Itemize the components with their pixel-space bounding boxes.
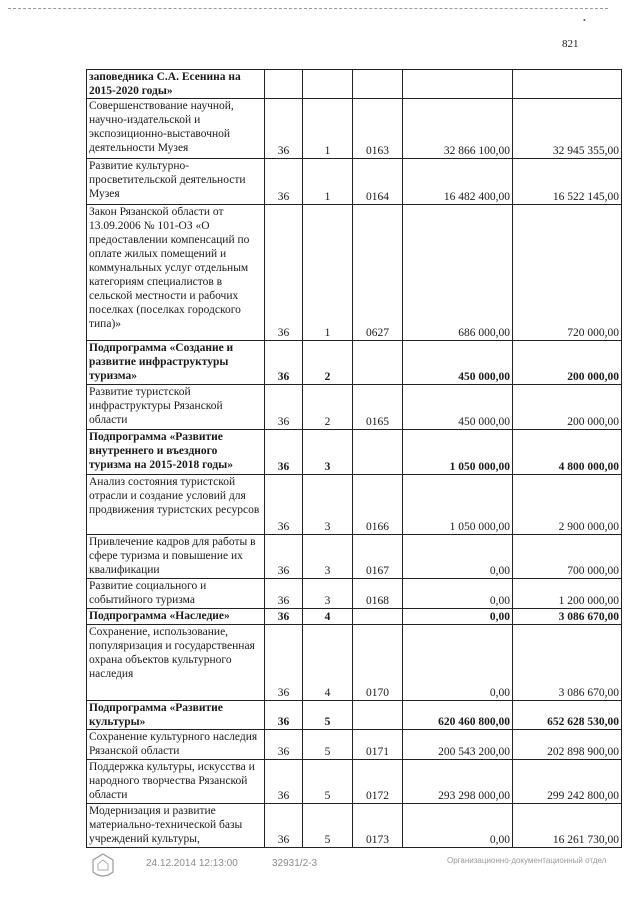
subprogram-cell: 2 bbox=[303, 341, 353, 385]
footer-timestamp: 24.12.2014 12:13:00 bbox=[146, 858, 238, 869]
subprogram-cell: 2 bbox=[303, 385, 353, 430]
code-cell: 0168 bbox=[353, 579, 403, 609]
footer-note: Организационно-документационный отдел bbox=[447, 856, 607, 865]
group-cell: 36 bbox=[265, 625, 303, 701]
amount-2015-cell: 0,00 bbox=[403, 535, 513, 579]
row-title-cell: Модернизация и развитие материально-технической базы учреждений культуры, bbox=[87, 804, 265, 848]
table-row bbox=[87, 579, 622, 609]
top-dashed-line bbox=[8, 8, 608, 9]
code-cell bbox=[353, 70, 403, 99]
amount-2015-cell: 1 050 000,00 bbox=[403, 475, 513, 535]
group-cell: 36 bbox=[265, 430, 303, 475]
budget-table-body bbox=[87, 70, 622, 848]
table-row bbox=[87, 625, 622, 701]
subprogram-cell: 5 bbox=[303, 804, 353, 848]
row-title-cell: Анализ состояния туристской отрасли и создание условий для продвижения туристских ресурсов bbox=[87, 475, 265, 535]
row-title-cell: Сохранение культурного наследия Рязанской области bbox=[87, 730, 265, 760]
table-row bbox=[87, 730, 622, 760]
amount-2015-cell: 16 482 400,00 bbox=[403, 159, 513, 205]
row-title-cell: Подпрограмма «Развитие внутреннего и въездного туризма на 2015-2018 годы» bbox=[87, 430, 265, 475]
row-title-cell: Совершенствование научной, научно-издательской и экспозиционно-выставочной деятельности Музея bbox=[87, 99, 265, 159]
amount-2016-cell: 652 628 530,00 bbox=[513, 701, 622, 730]
top-mark: • bbox=[583, 16, 586, 25]
amount-2015-cell: 0,00 bbox=[403, 625, 513, 701]
amount-2016-cell: 720 000,00 bbox=[513, 205, 622, 341]
row-title-cell: Развитие культурно-просветительской деятельности Музея bbox=[87, 159, 265, 205]
code-cell bbox=[353, 609, 403, 625]
code-cell bbox=[353, 341, 403, 385]
amount-2015-cell: 32 866 100,00 bbox=[403, 99, 513, 159]
amount-2015-cell: 450 000,00 bbox=[403, 385, 513, 430]
subprogram-row bbox=[87, 430, 622, 475]
amount-2016-cell: 16 522 145,00 bbox=[513, 159, 622, 205]
amount-2016-cell: 202 898 900,00 bbox=[513, 730, 622, 760]
code-cell: 0173 bbox=[353, 804, 403, 848]
amount-2015-cell: 200 543 200,00 bbox=[403, 730, 513, 760]
row-title-cell: Поддержка культуры, искусства и народного творчества Рязанской области bbox=[87, 760, 265, 804]
amount-2015-cell: 1 050 000,00 bbox=[403, 430, 513, 475]
group-cell: 36 bbox=[265, 159, 303, 205]
subprogram-row bbox=[87, 701, 622, 730]
table-row bbox=[87, 205, 622, 341]
group-cell: 36 bbox=[265, 385, 303, 430]
code-cell: 0165 bbox=[353, 385, 403, 430]
footer-doc-id: 32931/2-3 bbox=[272, 858, 318, 869]
group-cell: 36 bbox=[265, 804, 303, 848]
emblem-icon bbox=[90, 852, 116, 882]
table-row bbox=[87, 760, 622, 804]
amount-2016-cell: 3 086 670,00 bbox=[513, 609, 622, 625]
subprogram-cell: 1 bbox=[303, 99, 353, 159]
table-row bbox=[87, 804, 622, 848]
group-cell: 36 bbox=[265, 535, 303, 579]
row-title-cell: Развитие социального и событийного туризма bbox=[87, 579, 265, 609]
group-cell: 36 bbox=[265, 205, 303, 341]
group-cell: 36 bbox=[265, 99, 303, 159]
subprogram-cell: 5 bbox=[303, 730, 353, 760]
subprogram-cell: 4 bbox=[303, 625, 353, 701]
code-cell: 0170 bbox=[353, 625, 403, 701]
amount-2016-cell: 3 086 670,00 bbox=[513, 625, 622, 701]
table-row bbox=[87, 535, 622, 579]
amount-2016-cell: 32 945 355,00 bbox=[513, 99, 622, 159]
amount-2016-cell bbox=[513, 70, 622, 99]
group-cell: 36 bbox=[265, 341, 303, 385]
group-cell: 36 bbox=[265, 760, 303, 804]
group-cell bbox=[265, 70, 303, 99]
code-cell: 0171 bbox=[353, 730, 403, 760]
subprogram-cell: 5 bbox=[303, 701, 353, 730]
amount-2015-cell: 0,00 bbox=[403, 579, 513, 609]
group-cell: 36 bbox=[265, 475, 303, 535]
subprogram-row bbox=[87, 609, 622, 625]
amount-2016-cell: 4 800 000,00 bbox=[513, 430, 622, 475]
amount-2016-cell: 1 200 000,00 bbox=[513, 579, 622, 609]
group-cell: 36 bbox=[265, 609, 303, 625]
subprogram-cell: 3 bbox=[303, 535, 353, 579]
amount-2015-cell: 450 000,00 bbox=[403, 341, 513, 385]
code-cell: 0164 bbox=[353, 159, 403, 205]
code-cell: 0627 bbox=[353, 205, 403, 341]
amount-2015-cell: 293 298 000,00 bbox=[403, 760, 513, 804]
group-cell: 36 bbox=[265, 579, 303, 609]
row-title-cell: Подпрограмма «Создание и развитие инфраструктуры туризма» bbox=[87, 341, 265, 385]
subprogram-cell: 3 bbox=[303, 475, 353, 535]
amount-2015-cell: 686 000,00 bbox=[403, 205, 513, 341]
amount-2016-cell: 200 000,00 bbox=[513, 341, 622, 385]
code-cell: 0163 bbox=[353, 99, 403, 159]
subprogram-row bbox=[87, 341, 622, 385]
subprogram-cell: 5 bbox=[303, 760, 353, 804]
amount-2016-cell: 700 000,00 bbox=[513, 535, 622, 579]
stamp-emblem bbox=[90, 852, 116, 887]
code-cell: 0167 bbox=[353, 535, 403, 579]
amount-2015-cell: 620 460 800,00 bbox=[403, 701, 513, 730]
table-row bbox=[87, 99, 622, 159]
row-title-cell: заповедника С.А. Есенина на 2015-2020 годы» bbox=[87, 70, 265, 99]
amount-2015-cell bbox=[403, 70, 513, 99]
table-row bbox=[87, 385, 622, 430]
code-cell bbox=[353, 701, 403, 730]
table-row bbox=[87, 159, 622, 205]
subprogram-cell: 1 bbox=[303, 159, 353, 205]
row-title-cell: Развитие туристской инфраструктуры Рязанской области bbox=[87, 385, 265, 430]
subprogram-cell: 3 bbox=[303, 430, 353, 475]
amount-2015-cell: 0,00 bbox=[403, 609, 513, 625]
page-number: 821 bbox=[562, 38, 579, 50]
row-title-cell: Привлечение кадров для работы в сфере туризма и повышение их квалификации bbox=[87, 535, 265, 579]
amount-2015-cell: 0,00 bbox=[403, 804, 513, 848]
code-cell: 0172 bbox=[353, 760, 403, 804]
subprogram-row bbox=[87, 70, 622, 99]
table-row bbox=[87, 475, 622, 535]
amount-2016-cell: 200 000,00 bbox=[513, 385, 622, 430]
group-cell: 36 bbox=[265, 730, 303, 760]
row-title-cell: Подпрограмма «Наследие» bbox=[87, 609, 265, 625]
group-cell: 36 bbox=[265, 701, 303, 730]
budget-table bbox=[86, 69, 622, 848]
code-cell: 0166 bbox=[353, 475, 403, 535]
amount-2016-cell: 299 242 800,00 bbox=[513, 760, 622, 804]
subprogram-cell bbox=[303, 70, 353, 99]
subprogram-cell: 3 bbox=[303, 579, 353, 609]
row-title-cell: Сохранение, использование, популяризация и государственная охрана объектов культурного наследия bbox=[87, 625, 265, 701]
subprogram-cell: 1 bbox=[303, 205, 353, 341]
row-title-cell: Закон Рязанской области от 13.09.2006 № 101-ОЗ «О предоставлении компенсаций по оплате жилых помещений и коммунальных услуг отдельным категориям специалистов в сельской местности и рабочих поселках (поселках городского типа)» bbox=[87, 205, 265, 341]
code-cell bbox=[353, 430, 403, 475]
amount-2016-cell: 2 900 000,00 bbox=[513, 475, 622, 535]
subprogram-cell: 4 bbox=[303, 609, 353, 625]
amount-2016-cell: 16 261 730,00 bbox=[513, 804, 622, 848]
row-title-cell: Подпрограмма «Развитие культуры» bbox=[87, 701, 265, 730]
